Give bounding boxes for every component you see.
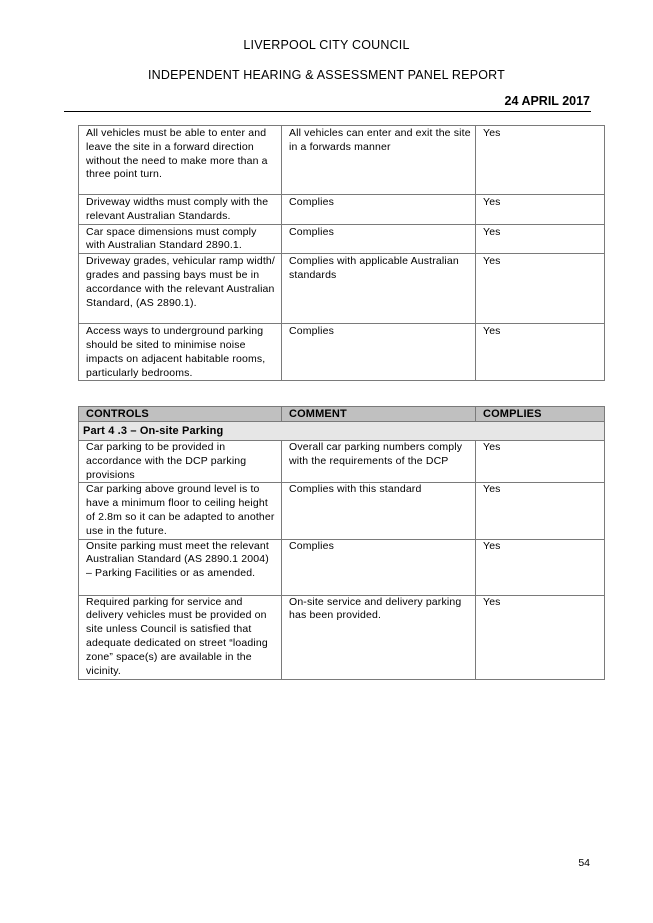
control-cell: Driveway widths must comply with the relevant Australian Standards.: [79, 195, 282, 225]
column-header-controls: CONTROLS: [79, 407, 282, 422]
complies-cell: Yes: [476, 595, 605, 679]
control-cell: Car space dimensions must comply with Australian Standard 2890.1.: [79, 224, 282, 254]
control-cell: Onsite parking must meet the relevant Australian Standard (AS 2890.1 2004) – Parking Facilities or as amended.: [79, 539, 282, 595]
report-date: 24 APRIL 2017: [504, 94, 590, 108]
complies-cell: Yes: [476, 483, 605, 539]
control-cell: Required parking for service and delivery vehicles must be provided on site unless Council is satisfied that adequate dedicated on street “loading zone” space(s) are available in the vicinity.: [79, 595, 282, 679]
control-cell: Access ways to underground parking should be sited to minimise noise impacts on adjacent habitable rooms, particularly bedrooms.: [79, 324, 282, 381]
comment-cell: Complies: [282, 224, 476, 254]
complies-cell: Yes: [476, 441, 605, 483]
table-row: [79, 224, 605, 254]
table-row: [79, 126, 605, 195]
comment-cell: On-site service and delivery parking has been provided.: [282, 595, 476, 679]
council-name: LIVERPOOL CITY COUNCIL: [243, 38, 410, 52]
comment-cell: Complies: [282, 195, 476, 225]
table-row: [79, 483, 605, 539]
complies-cell: Yes: [476, 539, 605, 595]
column-header-complies: COMPLIES: [476, 407, 605, 422]
comment-cell: Complies with this standard: [282, 483, 476, 539]
table-header-row: [79, 407, 605, 422]
comment-cell: Complies with applicable Australian standards: [282, 254, 476, 324]
section-row: [79, 422, 605, 441]
table-row: [79, 441, 605, 483]
comment-cell: Complies: [282, 539, 476, 595]
column-header-comment: COMMENT: [282, 407, 476, 422]
onsite-parking-table: [78, 406, 605, 680]
comment-cell: All vehicles can enter and exit the site in a forwards manner: [282, 126, 476, 195]
complies-cell: Yes: [476, 195, 605, 225]
table-row: [79, 595, 605, 679]
control-cell: Car parking to be provided in accordance with the DCP parking provisions: [79, 441, 282, 483]
section-title: Part 4 .3 – On-site Parking: [79, 422, 605, 441]
complies-cell: Yes: [476, 254, 605, 324]
complies-cell: Yes: [476, 126, 605, 195]
table-row: [79, 195, 605, 225]
control-cell: All vehicles must be able to enter and leave the site in a forward direction without the need to make more than a three point turn.: [79, 126, 282, 195]
header-divider: [64, 111, 591, 112]
complies-cell: Yes: [476, 224, 605, 254]
complies-cell: Yes: [476, 324, 605, 381]
table-row: [79, 539, 605, 595]
parking-access-table: [78, 125, 605, 381]
control-cell: Car parking above ground level is to have a minimum floor to ceiling height of 2.8m so it can be adapted to another use in the future.: [79, 483, 282, 539]
comment-cell: Complies: [282, 324, 476, 381]
control-cell: Driveway grades, vehicular ramp width/ grades and passing bays must be in accordance with the relevant Australian Standard, (AS 2890.1).: [79, 254, 282, 324]
report-title: INDEPENDENT HEARING & ASSESSMENT PANEL REPORT: [147, 68, 505, 82]
table-row: [79, 324, 605, 381]
comment-cell: Overall car parking numbers comply with the requirements of the DCP: [282, 441, 476, 483]
table-row: [79, 254, 605, 324]
page-number: 54: [578, 857, 590, 869]
